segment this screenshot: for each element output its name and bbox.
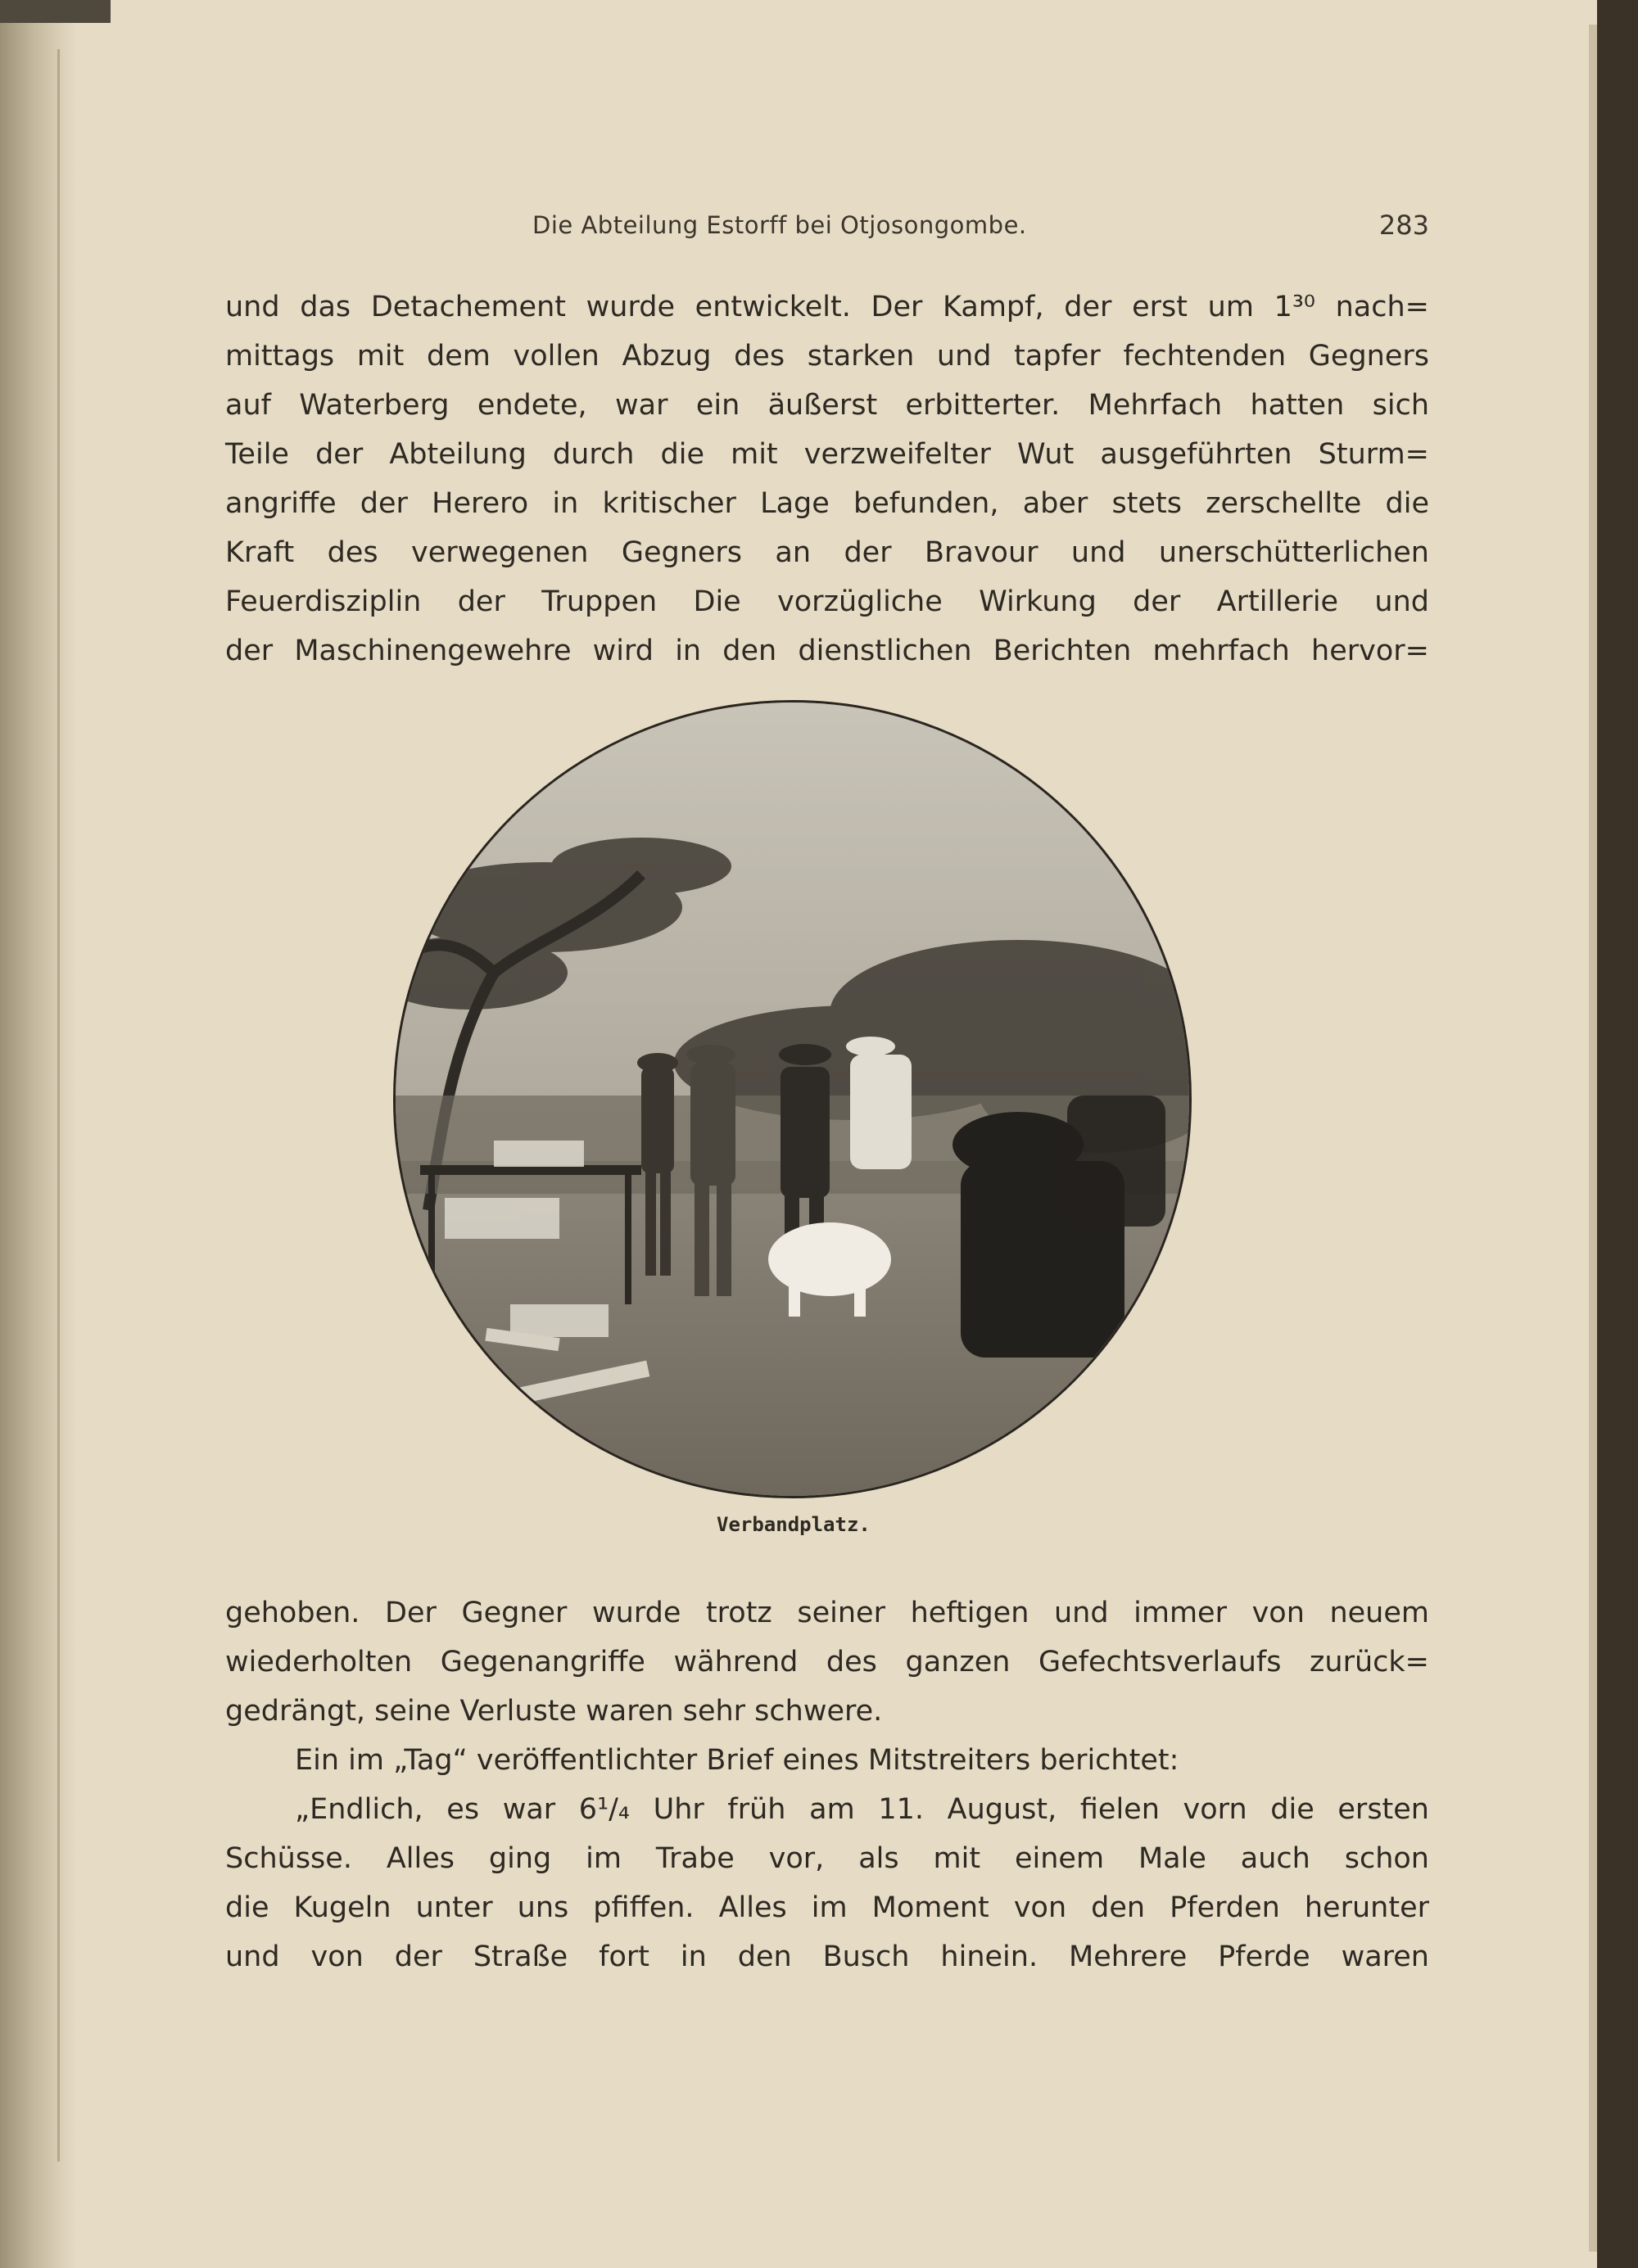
photo-illustration	[396, 703, 1192, 1498]
running-title: Die Abteilung Estorff bei Otjosongombe.	[532, 211, 1027, 239]
text-line: mittags mit dem vollen Abzug des starken und tapfer fechtenden Gegners	[225, 340, 1429, 373]
paragraph-quote	[225, 1785, 1429, 1981]
text-line: „Endlich, es war 6¹/₄ Uhr früh am 11. August, fielen vorn die ersten	[295, 1793, 1429, 1826]
text-line: Feuerdisziplin der Truppen Die vorzügliche Wirkung der Artillerie und	[225, 585, 1429, 618]
text-line: und das Detachement wurde entwickelt. Der Kampf, der erst um 1³⁰ nach=	[225, 291, 1429, 323]
paragraph-continued	[225, 1588, 1429, 1736]
body-text-top	[225, 282, 1429, 675]
text-line: Kraft des verwegenen Gegners an der Bravour und unerschütterlichen	[225, 536, 1429, 569]
body-text-bottom	[225, 1588, 1429, 1981]
figure-caption: Verbandplatz.	[717, 1513, 871, 1536]
text-line: Ein im „Tag“ veröffentlichter Brief eines Mitstreiters berichtet:	[295, 1744, 1179, 1777]
page	[78, 0, 1589, 2268]
circular-photograph	[393, 700, 1192, 1498]
text-line: wiederholten Gegenangriffe während des ganzen Gefechtsverlaufs zurück=	[225, 1646, 1429, 1678]
scan-background-edge	[1597, 0, 1638, 2268]
page-number: 283	[1378, 210, 1429, 241]
text-line: die Kugeln unter uns pfiffen. Alles im Moment von den Pferden herunter	[225, 1891, 1429, 1924]
text-line: der Maschinengewehre wird in den dienstlichen Berichten mehrfach hervor=	[225, 635, 1429, 667]
text-line: Schüsse. Alles ging im Trabe vor, als mit einem Male auch schon	[225, 1842, 1429, 1875]
text-line: und von der Straße fort in den Busch hinein. Mehrere Pferde waren	[225, 1940, 1429, 1973]
spine-fold-line	[57, 49, 60, 2162]
spine-shadow	[0, 0, 78, 2268]
text-line: auf Waterberg endete, war ein äußerst erbitterter. Mehrfach hatten sich	[225, 389, 1429, 422]
paragraph-letter-intro	[225, 1736, 1429, 1785]
text-line: angriffe der Herero in kritischer Lage befunden, aber stets zerschellte die	[225, 487, 1429, 520]
text-line: gehoben. Der Gegner wurde trotz seiner heftigen und immer von neuem	[225, 1597, 1429, 1629]
running-head	[532, 205, 1429, 246]
text-line: gedrängt, seine Verluste waren sehr schwere.	[225, 1695, 883, 1728]
page-edge-strip	[1589, 25, 1597, 2252]
text-line: Teile der Abteilung durch die mit verzweifelter Wut ausgeführten Sturm=	[225, 438, 1429, 471]
paragraph-top	[225, 282, 1429, 675]
